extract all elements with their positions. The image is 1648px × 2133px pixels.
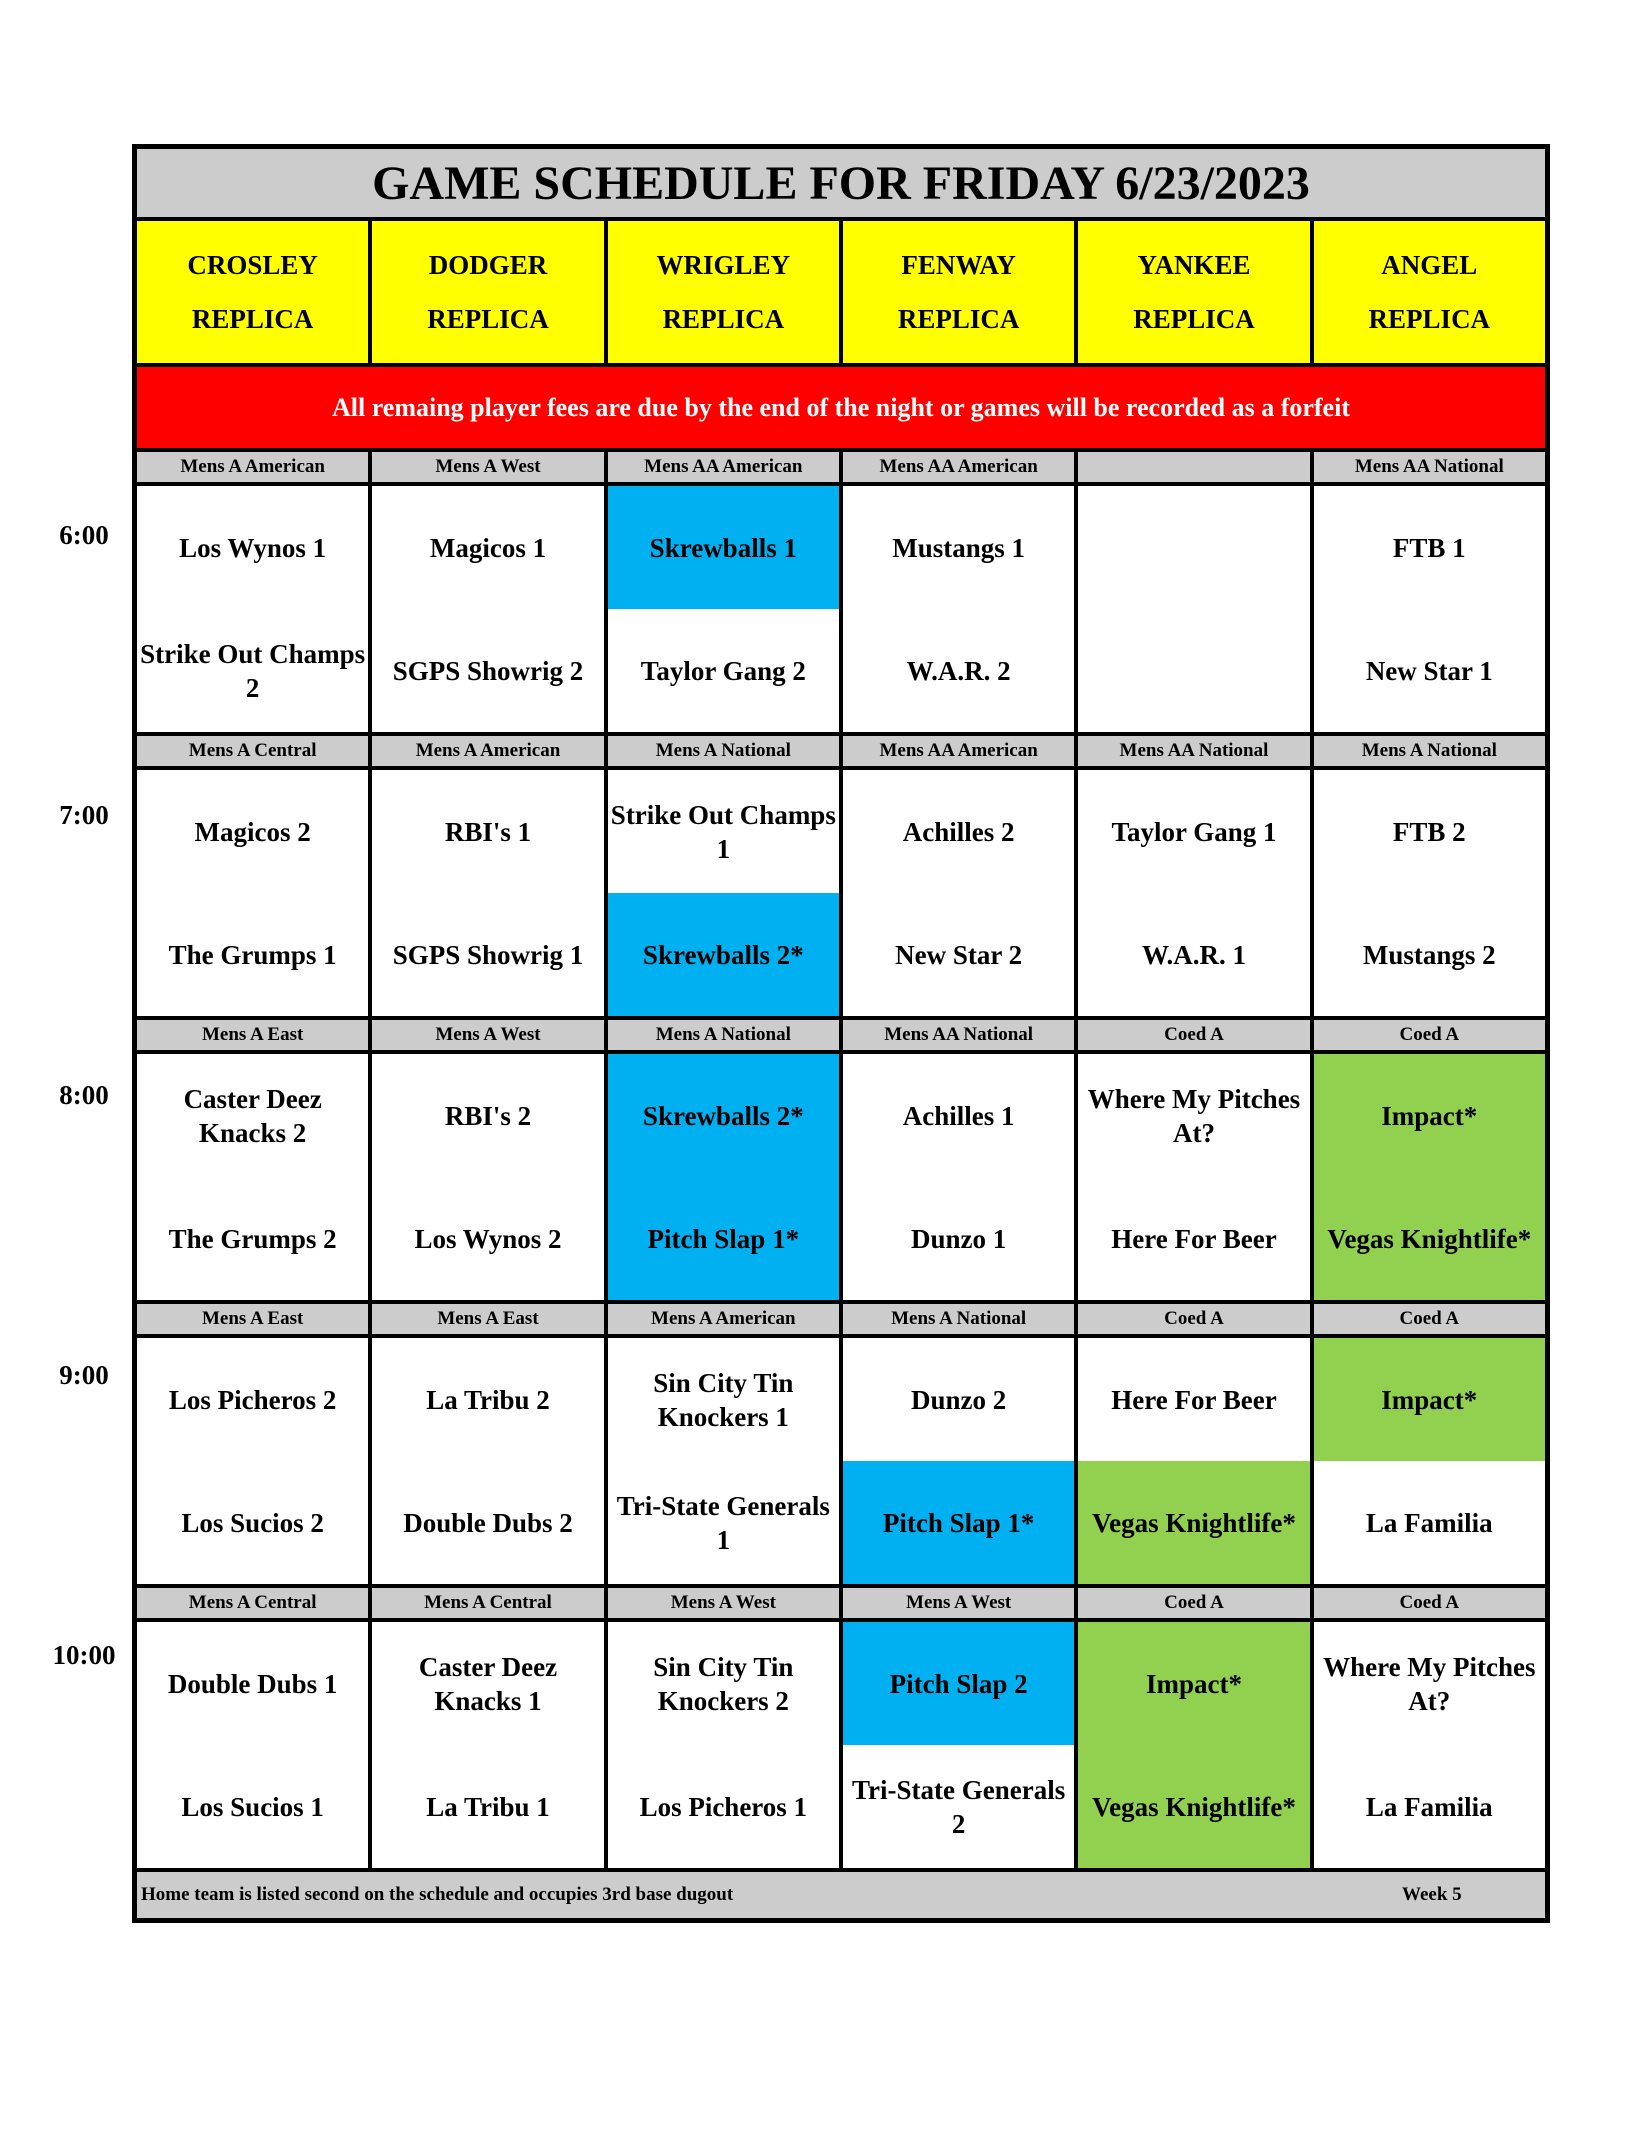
division-label: Coed A (1399, 1308, 1460, 1329)
division-label (1078, 452, 1313, 482)
division-label: Mens A West (372, 1020, 607, 1050)
home-team: Los Picheros 1 (639, 1791, 808, 1822)
home-team: SGPS Showrig 1 (392, 939, 584, 970)
away-team: Where My Pitches At? (1323, 1651, 1536, 1716)
division-label: Mens A Central (372, 1588, 607, 1618)
home-team: Skrewballs 2* (608, 893, 839, 1016)
home-team: Tri-State Generals 1 (616, 1490, 830, 1555)
field-crosley (137, 221, 372, 363)
away-team: Double Dubs 1 (167, 1668, 338, 1699)
field-sub: REPLICA (1133, 304, 1255, 334)
away-team: FTB 1 (1392, 532, 1466, 563)
game-cell (608, 1338, 843, 1584)
game-cell (843, 1338, 1078, 1584)
home-team: Here For Beer (1111, 1223, 1277, 1254)
home-team: SGPS Showrig 2 (392, 655, 584, 686)
division-row (137, 1304, 1545, 1338)
game-cell (137, 486, 372, 732)
game-cell (843, 1622, 1078, 1868)
division-label: Mens AA National (843, 1020, 1078, 1050)
field-angel (1314, 221, 1545, 363)
home-team: W.A.R. 2 (906, 655, 1011, 686)
time-label: 8:00 (59, 1080, 109, 1110)
field-yankee (1078, 221, 1313, 363)
field-name: DODGER (428, 250, 548, 280)
field-name: WRIGLEY (656, 250, 791, 280)
division-row (137, 452, 1545, 486)
home-team: La Familia (1365, 1507, 1493, 1538)
game-cell (372, 770, 607, 1016)
home-team: Los Sucios 1 (181, 1791, 324, 1822)
division-label: Mens A East (137, 1020, 372, 1050)
division-label: Mens A American (372, 736, 607, 766)
home-team: W.A.R. 1 (1141, 939, 1246, 970)
game-cell (137, 770, 372, 1016)
away-team: Impact* (1078, 1622, 1309, 1745)
division-row (137, 736, 1545, 770)
away-team: Magicos 2 (194, 816, 311, 847)
home-team: Vegas Knightlife* (1078, 1745, 1309, 1868)
away-team: RBI's 1 (444, 816, 532, 847)
division-label: Mens A East (372, 1304, 607, 1334)
game-cell (608, 770, 843, 1016)
division-label: Coed A (1078, 1588, 1313, 1618)
game-cell (1314, 770, 1545, 1016)
field-sub: REPLICA (1368, 304, 1491, 334)
game-cell (372, 1622, 607, 1868)
home-team: Dunzo 1 (911, 1223, 1007, 1254)
division-label: Mens A National (608, 736, 843, 766)
time-label: 6:00 (59, 520, 109, 550)
field-sub: REPLICA (191, 304, 314, 334)
game-row (137, 1338, 1545, 1588)
game-cell (1314, 486, 1545, 732)
away-team: Where My Pitches At? (1087, 1083, 1301, 1148)
field-name: ANGEL (1381, 250, 1478, 280)
home-team: La Familia (1365, 1791, 1493, 1822)
field-fenway (843, 221, 1078, 363)
field-sub: REPLICA (662, 304, 785, 334)
division-row (137, 1020, 1545, 1054)
game-cell (1314, 1338, 1545, 1584)
away-team: Caster Deez Knacks 1 (418, 1651, 558, 1716)
field-header-row (137, 221, 1545, 367)
game-cell (608, 1054, 843, 1300)
division-label: Mens A West (843, 1588, 1078, 1618)
game-cell (1078, 1338, 1313, 1584)
division-label: Mens A Central (137, 736, 372, 766)
home-team: The Grumps 1 (168, 939, 337, 970)
field-sub: REPLICA (897, 304, 1020, 334)
footer-week: Week 5 (1402, 1884, 1462, 1905)
game-cell (1314, 1622, 1545, 1868)
division-label: Mens A American (137, 452, 372, 482)
away-team: Los Picheros 2 (168, 1384, 337, 1415)
schedule-title: GAME SCHEDULE FOR FRIDAY 6/23/2023 (137, 149, 1545, 221)
game-cell (1078, 1054, 1313, 1300)
division-label: Mens A National (608, 1020, 843, 1050)
home-team: Strike Out Champs 2 (140, 638, 366, 703)
game-cell (1078, 770, 1313, 1016)
game-row (137, 486, 1545, 736)
division-label: Mens AA American (843, 736, 1078, 766)
game-cell (843, 486, 1078, 732)
field-name: YANKEE (1137, 250, 1251, 280)
away-team: Achilles 2 (902, 816, 1015, 847)
away-team: La Tribu 2 (426, 1384, 550, 1415)
home-team: New Star 2 (895, 939, 1023, 970)
division-row (137, 1588, 1545, 1622)
game-cell (1314, 1054, 1545, 1300)
game-cell (843, 1054, 1078, 1300)
division-label: Coed A (1399, 1592, 1460, 1613)
home-team: Los Sucios 2 (181, 1507, 324, 1538)
away-team: Impact* (1314, 1054, 1545, 1177)
away-team: Impact* (1314, 1338, 1545, 1461)
home-team: Mustangs 2 (1362, 939, 1496, 970)
time-label: 7:00 (59, 800, 109, 830)
time-label: 9:00 (59, 1360, 109, 1390)
game-cell (843, 770, 1078, 1016)
division-label: Mens AA National (1078, 736, 1313, 766)
away-team: Pitch Slap 2 (843, 1622, 1074, 1745)
division-label: Mens A East (137, 1304, 372, 1334)
away-team: FTB 2 (1392, 816, 1466, 847)
game-cell (137, 1054, 372, 1300)
game-cell (1078, 486, 1313, 732)
division-label: Mens A Central (137, 1588, 372, 1618)
away-team: Caster Deez Knacks 2 (183, 1083, 322, 1148)
game-row (137, 1054, 1545, 1304)
game-cell (137, 1622, 372, 1868)
home-team: Vegas Knightlife* (1078, 1461, 1309, 1584)
away-team: Sin City Tin Knockers 2 (653, 1651, 794, 1716)
home-team: Double Dubs 2 (403, 1507, 573, 1538)
away-team: Skrewballs 2* (608, 1054, 839, 1177)
game-cell (608, 1622, 843, 1868)
division-label: Mens A National (843, 1304, 1078, 1334)
division-label: Mens AA American (608, 452, 843, 482)
away-team: Mustangs 1 (892, 532, 1026, 563)
game-row (137, 1622, 1545, 1872)
away-team: Sin City Tin Knockers 1 (653, 1367, 794, 1432)
division-label: Coed A (1078, 1304, 1313, 1334)
field-wrigley (608, 221, 843, 363)
division-label: Mens A West (372, 452, 607, 482)
division-label: Coed A (1078, 1020, 1313, 1050)
division-label: Coed A (1399, 1024, 1460, 1045)
away-team: Magicos 1 (429, 532, 547, 563)
away-team: Dunzo 2 (911, 1384, 1007, 1415)
game-cell (372, 486, 607, 732)
schedule-grid (137, 452, 1545, 1872)
home-team: Taylor Gang 2 (640, 655, 806, 686)
away-team: Here For Beer (1111, 1384, 1277, 1415)
game-cell (372, 1338, 607, 1584)
division-label: Mens A National (1361, 740, 1497, 761)
away-team: Taylor Gang 1 (1111, 816, 1277, 847)
field-name: CROSLEY (187, 250, 318, 280)
away-team: Los Wynos 1 (179, 532, 327, 563)
game-row (137, 770, 1545, 1020)
division-label: Mens A West (608, 1588, 843, 1618)
game-cell (372, 1054, 607, 1300)
away-team: Skrewballs 1 (608, 486, 839, 609)
field-name: FENWAY (901, 250, 1016, 280)
schedule-footer (137, 1872, 1545, 1918)
home-team: La Tribu 1 (426, 1791, 550, 1822)
field-sub: REPLICA (427, 304, 549, 334)
away-team: Strike Out Champs 1 (610, 799, 836, 864)
fee-notice-banner: All remaing player fees are due by the end of the night or games will be recorded as a forfeit (137, 367, 1545, 452)
time-label: 10:00 (52, 1640, 116, 1670)
division-label: Mens A American (608, 1304, 843, 1334)
game-cell (1078, 1622, 1313, 1868)
home-team (1078, 609, 1309, 732)
home-team: Tri-State Generals 2 (852, 1774, 1066, 1839)
home-team: The Grumps 2 (168, 1223, 337, 1254)
division-label: Mens AA American (843, 452, 1078, 482)
field-dodger (372, 221, 607, 363)
away-team: RBI's 2 (444, 1100, 532, 1131)
footer-note: Home team is listed second on the schedule and occupies 3rd base dugout (141, 1884, 734, 1905)
home-team: Pitch Slap 1* (843, 1461, 1074, 1584)
game-cell (608, 486, 843, 732)
home-team: Pitch Slap 1* (608, 1177, 839, 1300)
home-team: Los Wynos 2 (414, 1223, 562, 1254)
home-team: Vegas Knightlife* (1314, 1177, 1545, 1300)
game-cell (137, 1338, 372, 1584)
away-team (1078, 486, 1309, 609)
home-team: New Star 1 (1365, 655, 1493, 686)
schedule-sheet (132, 144, 1550, 1923)
away-team: Achilles 1 (902, 1100, 1015, 1131)
division-label: Mens AA National (1354, 456, 1504, 477)
